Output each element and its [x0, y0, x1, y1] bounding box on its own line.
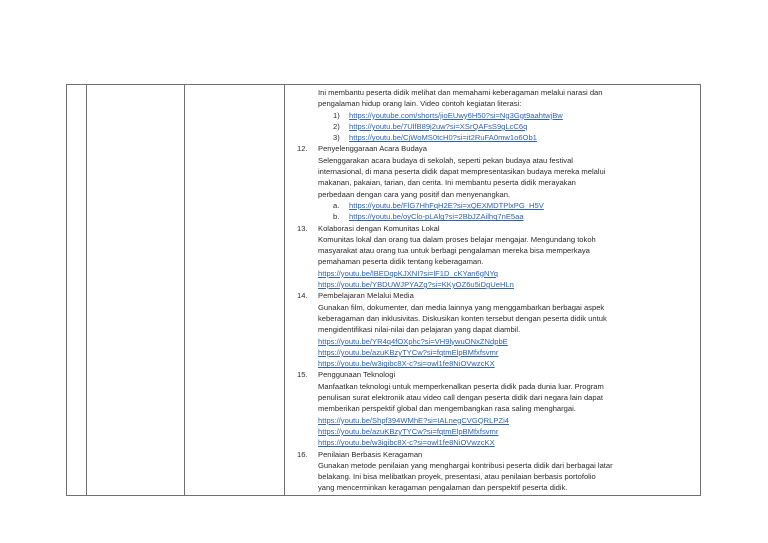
item-title-text: Pembelajaran Melalui Media: [318, 291, 414, 301]
item-paragraph-line: Gunakan film, dokumenter, dan media lainnya yang menggambarkan berbagai aspek: [318, 302, 605, 312]
content-table: [66, 84, 701, 496]
item-paragraph-line: yang mencerminkan keragaman pengalaman dan perspektif peserta didik.: [318, 483, 568, 493]
video-link[interactable]: https://youtube.com/shorts/jioEUwy6H50?si=Ng3Ggt9aahtwjBw: [349, 110, 563, 120]
item-paragraph-line: belakang. Ini bisa melibatkan proyek, presentasi, atau penilaian berbasis portofolio: [318, 472, 596, 482]
video-link[interactable]: https://youtu.be/YBDUWJPYAZg?si=KKyOZ6u5iDgUeHLn: [318, 280, 514, 290]
video-link[interactable]: https://youtu.be/azuKBzyTYCw?si=fqtmElpBMfxfsvmr: [318, 426, 499, 436]
item-paragraph-line: Selenggarakan acara budaya di sekolah, seperti pekan budaya atau festival: [318, 155, 573, 165]
list-item-title: [297, 449, 694, 460]
item-title-text: Penggunaan Teknologi: [318, 370, 396, 380]
item-paragraph-line: mengidentifikasi nilai-nilai dan pelajaran yang dapat diambil.: [318, 325, 521, 335]
list-marker: a.: [333, 200, 340, 210]
item-number: 16.: [297, 449, 308, 459]
table-cell-topic: [87, 85, 185, 496]
video-link[interactable]: https://youtu.be/w3igibc8X-c?si=owl1fe8NiOVwzcKX: [318, 359, 495, 369]
list-item-title: [297, 369, 694, 380]
list-item-title: [297, 223, 694, 234]
cell-content: [285, 85, 700, 494]
table-cell-number: [67, 85, 87, 496]
item-paragraph-line: Komunitas lokal dan orang tua dalam proses belajar mengajar. Mengundang tokoh: [318, 234, 596, 244]
item-number: 15.: [297, 370, 308, 380]
video-link[interactable]: https://youtu.be/7UlfB89j2uw?si=XSrQAFsS9gLcC6q: [349, 121, 528, 131]
list-item-title: [297, 290, 694, 301]
list-item-title: [297, 143, 694, 154]
item-paragraph-line: internasional, di mana peserta didik dapat mempresentasikan budaya mereka melalui: [318, 167, 606, 177]
table-cell-content: [285, 85, 701, 496]
video-link[interactable]: https://youtu.be/oyClo-pLAlg?si=2BbJZAilhq7nE5aa: [349, 212, 524, 222]
item-number: 12.: [297, 144, 308, 154]
sub-link-item: [297, 200, 694, 211]
video-link[interactable]: https://youtu.be/CjWoMS0tcH0?si=it2RuFA0mw1o6Ob1: [349, 133, 537, 143]
table-row: [67, 85, 701, 496]
item-paragraph-line: penulisan surat elektronik atau video call dengan peserta didik dari negara lain dapat: [318, 393, 603, 403]
intro-line: Ini membantu peserta didik melihat dan memahami keberagaman melalui narasi dan: [318, 88, 603, 97]
item-title-text: Kolaborasi dengan Komunitas Lokal: [318, 223, 440, 233]
video-link[interactable]: https://youtu.be/azuKBzyTYCw?si=fqtmElpBMfxfsvmr: [318, 347, 499, 357]
list-marker: 2): [333, 121, 340, 131]
video-link[interactable]: https://youtu.be/w3igibc8X-c?si=owl1fe8NiOVwzcKX: [318, 438, 495, 448]
video-link[interactable]: https://youtu.be/FlG7HhFqH2E?si=xQEXMDTPlxPG_H5V: [349, 200, 544, 210]
intro-link-item: [297, 110, 694, 121]
list-marker: 1): [333, 110, 340, 120]
item-paragraph-line: Gunakan metode penilaian yang menghargai kontribusi peserta didik dari berbagai latar: [318, 460, 613, 470]
list-marker: b.: [333, 212, 340, 222]
item-paragraph-line: makanan, pakaian, tarian, dan cerita. Ini membantu peserta didik merayakan: [318, 178, 576, 188]
intro-link-item: [297, 121, 694, 132]
item-title-text: Penilaian Berbasis Keragaman: [318, 449, 423, 459]
item-paragraph-line: perbedaan dengan cara yang positif dan menyenangkan.: [318, 189, 511, 199]
item-number: 14.: [297, 291, 308, 301]
item-title-text: Penyelenggaraan Acara Budaya: [318, 144, 427, 154]
item-paragraph-line: Manfaatkan teknologi untuk memperkenalkan peserta didik pada dunia luar. Program: [318, 381, 604, 391]
video-link[interactable]: https://youtu.be/Shpf394WMhE?si=IALnegCVGQRLPZi4: [318, 415, 510, 425]
intro-link-item: [297, 132, 694, 143]
video-link[interactable]: https://youtu.be/YR4q4fOXphc?si=VH9lywuONxZNdpbE: [318, 336, 508, 346]
sub-link-item: [297, 211, 694, 222]
intro-line: pengalaman hidup orang lain. Video contoh kegiatan literasi:: [318, 99, 522, 109]
item-paragraph-line: memberikan perspektif global dan mengembangkan rasa saling menghargai.: [318, 404, 576, 414]
item-paragraph-line: pemahaman peserta didik tentang keberagaman.: [318, 257, 484, 267]
item-paragraph-line: keberagaman dan inklusivitas. Diskusikan konten tersebut dengan peserta didik untuk: [318, 313, 607, 323]
item-number: 13.: [297, 223, 308, 233]
item-paragraph-line: masyarakat atau orang tua untuk berbagi pengalaman mereka bisa memperkaya: [318, 246, 590, 256]
list-marker: 3): [333, 133, 340, 143]
table-cell-activity: [185, 85, 285, 496]
video-link[interactable]: https://youtu.be/lBEDqpKJXNI?si=lF1D_cKYan6gNYq: [318, 268, 499, 278]
